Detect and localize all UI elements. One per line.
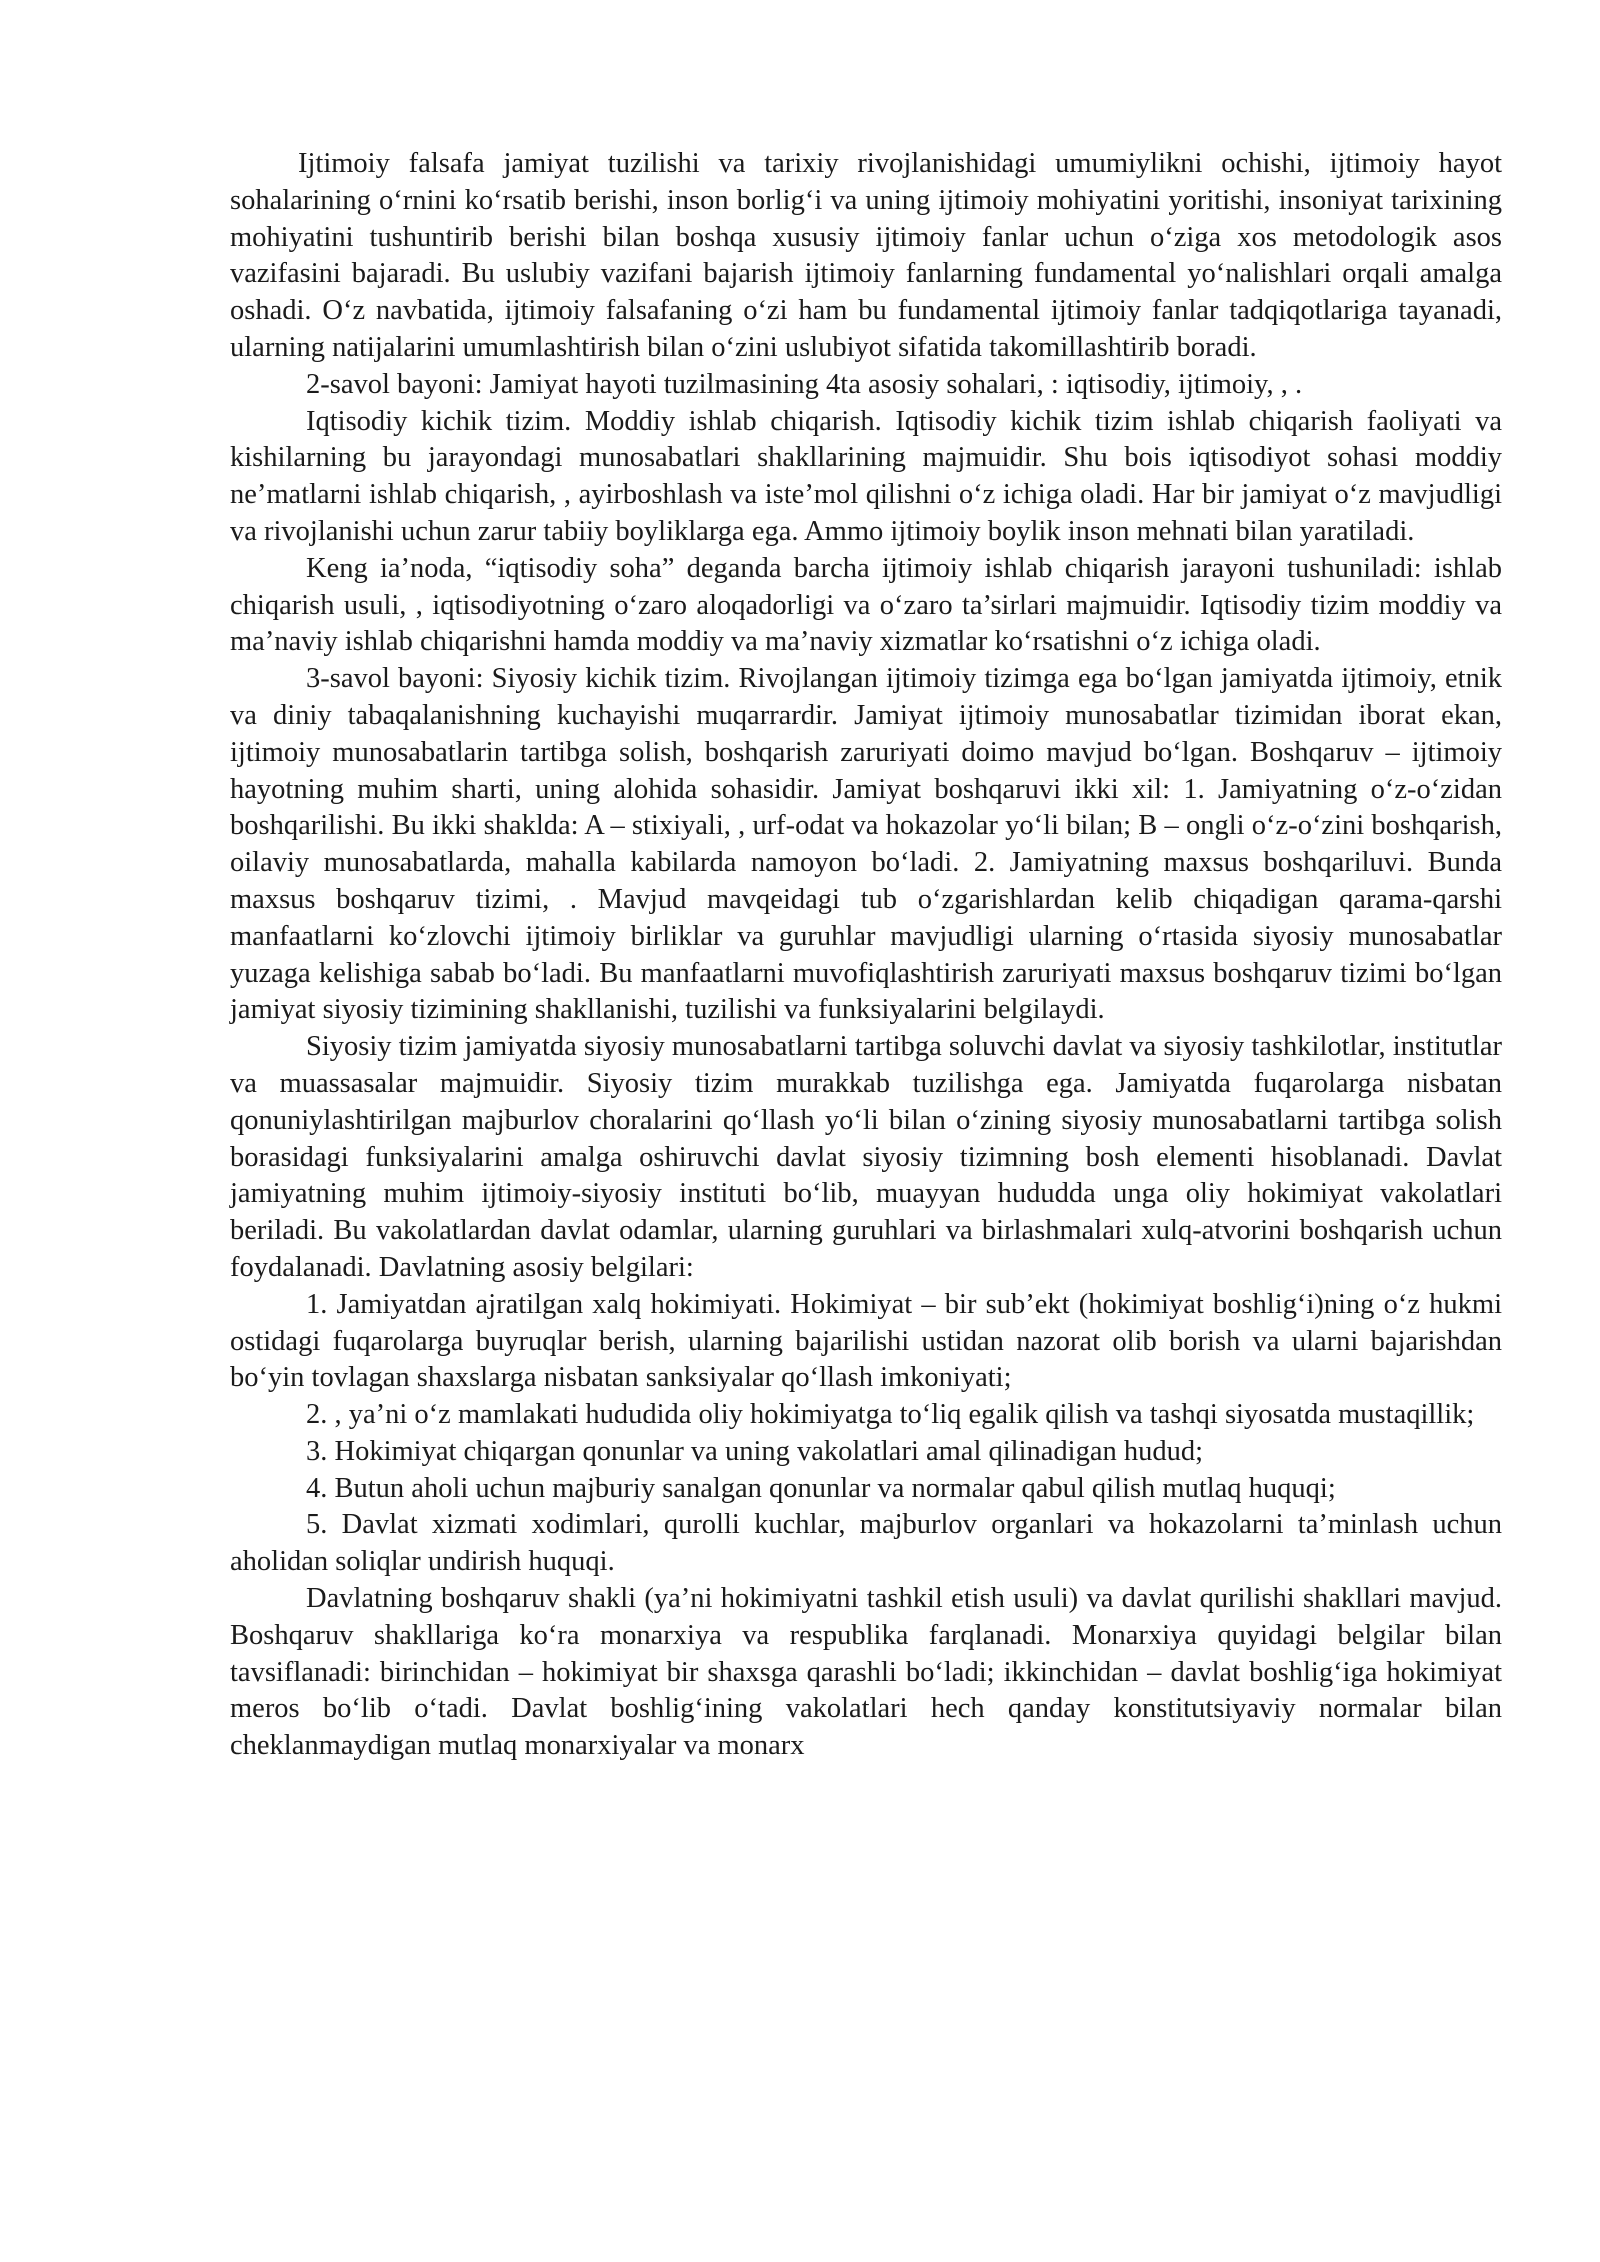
list-item-4: 4. Butun aholi uchun majburiy sanalgan qonunlar va normalar qabul qilish mutlaq huquqi; (306, 1472, 1336, 1504)
document-page (230, 146, 1502, 1765)
list-item-2: 2. , ya’ni o‘z mamlakati hududida oliy hokimiyatga to‘liq egalik qilish va tashqi siyosatda mustaqillik; (306, 1399, 1475, 1431)
paragraph-political-system: Siyosiy tizim jamiyatda siyosiy munosabatlarni tartibga soluvchi davlat va siyosiy tashkilotlar, institutlar va muassasalar majmuidir. Siyosiy tizim murakkab tuzilishga ega. Jamiyatda fuqarolarga nisbatan qonuniylashtirilgan majburlov choralarini qo‘llash yo‘li bilan o‘zining siyosiy munosabatlarni tartibga solish borasidagi funksiyalarini amalga oshiruvchi davlat siyosiy tizimning bosh elementi hisoblanadi. Davlat jamiyatning muhim ijtimoiy-siyosiy instituti bo‘lib, muayyan hududda unga oliy hokimiyat vakolatlari beriladi. Bu vakolatlardan davlat odamlar, ularning guruhlari va birlashmalari xulq-atvorini boshqarish uchun foydalanadi. Davlatning asosiy belgilari: (230, 1031, 1502, 1283)
paragraph-economic-sphere: Keng ia’noda, “iqtisodiy soha” deganda barcha ijtimoiy ishlab chiqarish jarayoni tushuniladi: ishlab chiqarish usuli, , iqtisodiyotning o‘zaro aloqadorligi va o‘zaro ta’sirlari majmuidir. Iqtisodiy tizim moddiy va ma’naviy ishlab chiqarishni hamda moddiy va ma’naviy xizmatlar ko‘rsatishni o‘z ichiga oladi. (230, 552, 1502, 658)
paragraph-economic-subsystem: Iqtisodiy kichik tizim. Moddiy ishlab chiqarish. Iqtisodiy kichik tizim ishlab chiqarish faoliyati va kishilarning bu jarayondagi munosabatlari shakllarining majmuidir. Shu bois iqtisodiyot sohasi moddiy ne’matlarni ishlab chiqarish, , ayirboshlash va iste’mol qilishni o‘z ichiga oladi. Har bir jamiyat o‘z mavjudligi va rivojlanishi uchun zarur tabiiy boyliklarga ega. Ammo ijtimoiy boylik inson mehnati bilan yaratiladi. (230, 405, 1502, 547)
list-item-1: 1. Jamiyatdan ajratilgan xalq hokimiyati. Hokimiyat – bir sub’ekt (hokimiyat boshlig‘i)ning o‘z hukmi ostidagi fuqarolarga buyruqlar berish, ularning bajarilishi ustidan nazorat olib borish va ularni bajarishdan bo‘yin tovlagan shaxslarga nisbatan sanksiyalar qo‘llash imkoniyati; (230, 1288, 1502, 1394)
list-item-3: 3. Hokimiyat chiqargan qonunlar va uning vakolatlari amal qilinadigan hudud; (306, 1435, 1204, 1467)
paragraph-question-2: 2-savol bayoni: Jamiyat hayoti tuzilmasining 4ta asosiy sohalari, : iqtisodiy, ijtimoiy, , . (306, 368, 1303, 400)
list-item-5: 5. Davlat xizmati xodimlari, qurolli kuchlar, majburlov organlari va hokazolarni ta’minlash uchun aholidan soliqlar undirish huquqi. (230, 1509, 1502, 1578)
paragraph-question-3: 3-savol bayoni: Siyosiy kichik tizim. Rivojlangan ijtimoiy tizimga ega bo‘lgan jamiyatda ijtimoiy, etnik va diniy tabaqalanishning kuchayishi muqarrardir. Jamiyat ijtimoiy munosabatlar tizimidan iborat ekan, ijtimoiy munosabatlarin tartibga solish, boshqarish zaruriyati doimo mavjud bo‘lgan. Boshqaruv – ijtimoiy hayotning muhim sharti, uning alohida sohasidir. Jamiyat boshqaruvi ikki xil: 1. Jamiyatning o‘z-o‘zidan boshqarilishi. Bu ikki shaklda: A – stixiyali, , urf-odat va hokazolar yo‘li bilan; B – ongli o‘z-o‘zini boshqarish, oilaviy munosabatlarda, mahalla kabilarda namoyon bo‘ladi. 2. Jamiyatning maxsus boshqariluvi. Bunda maxsus boshqaruv tizimi, . Mavjud mavqeidagi tub o‘zgarishlardan kelib chiqadigan qarama-qarshi manfaatlarni ko‘zlovchi ijtimoiy birliklar va guruhlar mavjudligi ularning o‘rtasida siyosiy munosabatlar yuzaga kelishiga sabab bo‘ladi. Bu manfaatlarni muvofiqlashtirish zaruriyati maxsus boshqaruv tizimi bo‘lgan jamiyat siyosiy tizimining shakllanishi, tuzilishi va funksiyalarini belgilaydi. (230, 663, 1502, 1026)
paragraph-forms-of-government: Davlatning boshqaruv shakli (ya’ni hokimiyatni tashkil etish usuli) va davlat qurilishi shakllari mavjud. Boshqaruv shakllariga ko‘ra monarxiya va respublika farqlanadi. Monarxiya quyidagi belgilar bilan tavsiflanadi: birinchidan – hokimiyat bir shaxsga qarashli bo‘ladi; ikkinchidan – davlat boshlig‘iga hokimiyat meros bo‘lib o‘tadi. Davlat boshlig‘ining vakolatlari hech qanday konstitutsiyaviy normalar bilan cheklanmaydigan mutlaq monarxiyalar va monarx (230, 1583, 1502, 1762)
paragraph-social-philosophy: Ijtimoiy falsafa jamiyat tuzilishi va tarixiy rivojlanishidagi umumiylikni ochishi, ijtimoiy hayot sohalarining o‘rnini ko‘rsatib berishi, inson borlig‘i va uning ijtimoiy mohiyatini yoritishi, insoniyat tarixining mohiyatini tushuntirib berishi bilan boshqa xususiy ijtimoiy fanlar uchun o‘ziga xos metodologik asos vazifasini bajaradi. Bu uslubiy vazifani bajarish ijtimoiy fanlarning fundamental yo‘nalishlari orqali amalga oshadi. O‘z navbatida, ijtimoiy falsafaning o‘zi ham bu fundamental ijtimoiy fanlar tadqiqotlariga tayanadi, ularning natijalarini umumlashtirish bilan o‘zini uslubiyot sifatida takomillashtirib boradi. (230, 148, 1502, 363)
